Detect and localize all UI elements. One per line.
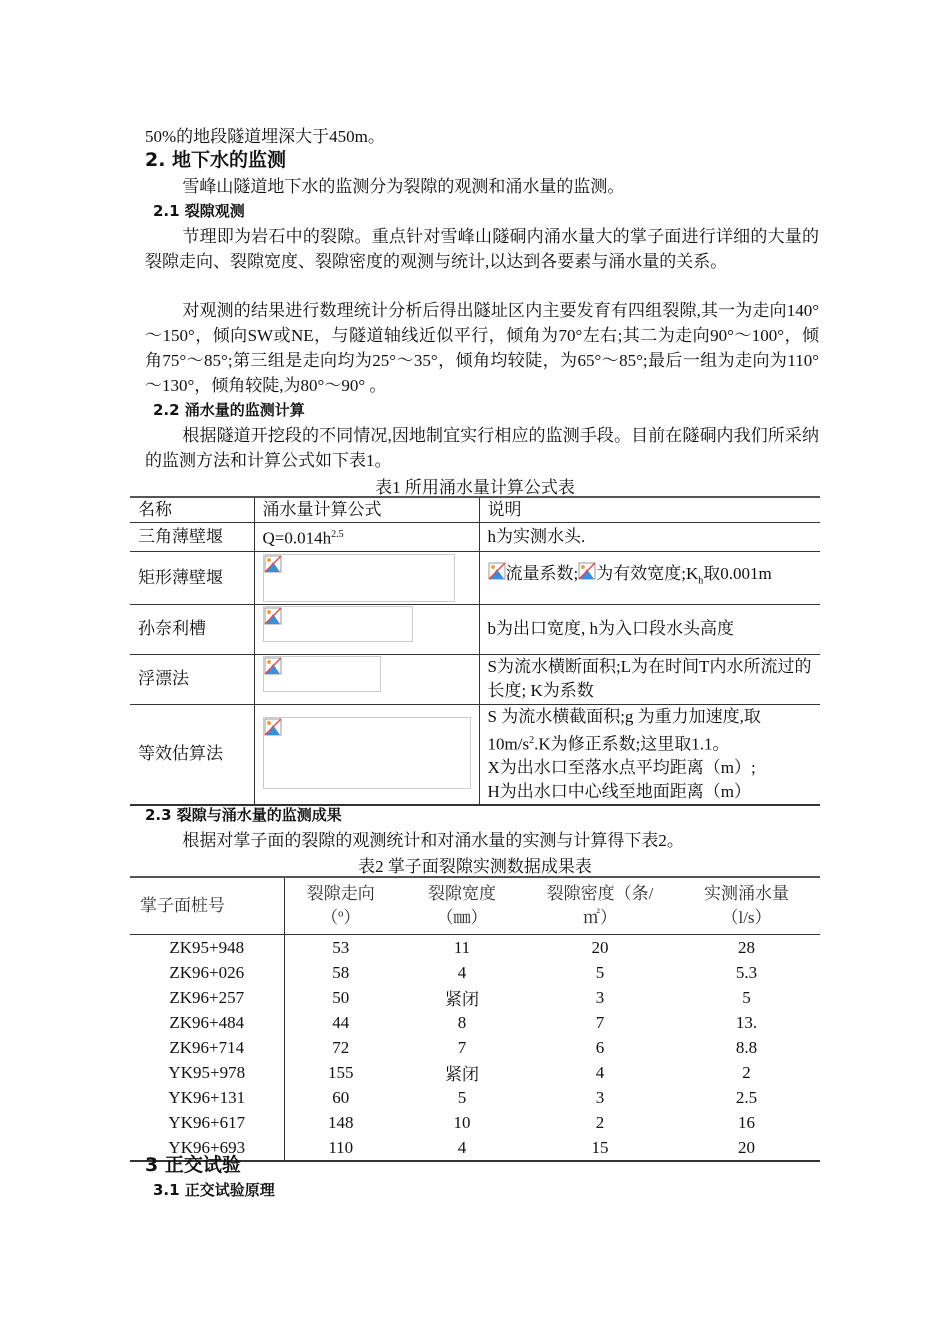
desc-text: .K为修正系数;这里取1.1。: [534, 734, 730, 754]
table-cell: 72: [332, 1037, 350, 1057]
table-row: [130, 1035, 820, 1060]
cell-desc: [479, 704, 820, 805]
fracture-data-table: [130, 876, 820, 1162]
table-cell: 紧闭: [445, 990, 479, 1009]
table-cell: YK96+693: [130, 1135, 284, 1161]
table-cell: 50: [332, 987, 350, 1007]
table-cell: 3: [595, 1087, 605, 1107]
header-unit: ㎡）: [583, 908, 617, 927]
table-row: [130, 985, 820, 1010]
table-cell: ZK96+026: [130, 960, 284, 985]
table-cell: 20: [591, 937, 609, 957]
table-cell: 58: [332, 962, 350, 982]
table-row: [130, 551, 820, 604]
desc-subscript: h: [698, 575, 704, 587]
table-cell: 6: [595, 1037, 605, 1057]
table-cell: 2.5: [735, 1087, 758, 1107]
table-row: [130, 1085, 820, 1110]
table-cell: 11: [453, 937, 471, 957]
desc-text: 流量系数;: [505, 563, 579, 583]
table-cell: 5: [457, 1087, 467, 1107]
cell-desc: b为出口宽度, h为入口段水头高度: [479, 604, 820, 654]
table-cell: 110: [328, 1137, 354, 1157]
header-unit: （㎜）: [436, 908, 488, 927]
header-text: 掌子面桩号: [140, 896, 225, 915]
cell-formula: [254, 704, 479, 805]
table-cell: 53: [332, 937, 350, 957]
cell-formula: [254, 654, 479, 704]
table-cell: 5: [742, 987, 751, 1007]
table-cell: 7: [457, 1037, 467, 1057]
table-row: [130, 1060, 820, 1085]
table-row: [130, 1110, 820, 1135]
table-cell: ZK96+484: [130, 1010, 284, 1035]
header-cell: 名称: [130, 497, 254, 523]
header-unit: （º）: [321, 908, 361, 927]
cell-name: 等效估算法: [130, 704, 254, 805]
table-cell: 28: [738, 937, 755, 957]
header-cell: 说明: [479, 497, 820, 523]
paragraph: 根据隧道开挖段的不同情况,因地制宜实行相应的监测手段。目前在隧硐内我们所采纳的监测方法和计算公式如下表1。: [145, 426, 819, 470]
formula-exponent: 2.5: [331, 529, 344, 540]
broken-image-icon: [488, 562, 506, 580]
table-cell: 紧闭: [445, 1065, 479, 1084]
table-cell: 4: [457, 962, 467, 982]
subsection-heading: 3.1 正交试验原理: [153, 1181, 275, 1199]
cell-formula: [254, 551, 479, 604]
table-row: [130, 654, 820, 704]
header-cell: [527, 877, 673, 935]
header-text: 裂隙密度（条/: [546, 884, 654, 903]
table-cell: YK96+617: [130, 1110, 284, 1135]
table-header-row: [130, 497, 820, 523]
table-cell: 13.: [735, 1012, 758, 1032]
header-text: 裂隙宽度: [428, 884, 496, 903]
header-cell: 涌水量计算公式: [254, 497, 479, 523]
header-cell: [284, 877, 397, 935]
cell-name: 矩形薄壁堰: [130, 551, 254, 604]
paragraph: 50%的地段隧道埋深大于450m。: [145, 127, 385, 146]
broken-image-icon: [263, 717, 471, 789]
table-cell: 60: [332, 1087, 350, 1107]
table-cell: YK96+131: [130, 1085, 284, 1110]
table-cell: 44: [332, 1012, 350, 1032]
table-cell: ZK96+714: [130, 1035, 284, 1060]
desc-text: 为有效宽度;K: [596, 563, 699, 583]
desc-text: H为出水口中心线至地面距离（m）: [487, 782, 751, 802]
table-cell: 8: [457, 1012, 467, 1032]
paragraph: 对观测的结果进行数理统计分析后得出隧址区内主要发育有四组裂隙,其一为走向140°～150°，倾向SW或NE，与隧道轴线近似平行，倾角为70°左右;其二为走向90°～100°，倾角75°～85°;第三组是走向均为25°～35°，倾角均较陡，为65°～85°;最后一组为走向为110°～130°，倾角较陡,为80°～90° 。: [145, 301, 819, 395]
desc-text: X为出水口至落水点平均距离（m）;: [487, 758, 756, 778]
table-caption: 表2 掌子面裂隙实测数据成果表: [358, 857, 592, 876]
table-cell: 3: [595, 987, 605, 1007]
table-row: [130, 704, 820, 805]
table-cell: 2: [595, 1112, 605, 1132]
table-row: [130, 960, 820, 985]
broken-image-icon: [263, 554, 455, 602]
broken-image-icon: [578, 562, 596, 580]
cell-formula: [254, 604, 479, 654]
desc-text: 取0.001m: [703, 563, 772, 583]
cell-name: 三角薄壁堰: [130, 523, 254, 552]
table-cell: 20: [738, 1137, 755, 1157]
table-cell: 15: [591, 1137, 609, 1157]
table-cell: 148: [328, 1112, 354, 1132]
table-cell: 16: [738, 1112, 755, 1132]
header-text: 裂隙走向: [306, 884, 375, 903]
desc-superscript: 2: [529, 734, 535, 746]
table-cell: 155: [328, 1062, 354, 1082]
table-cell: 10: [453, 1112, 471, 1132]
paragraph: 节理即为岩石中的裂隙。重点针对雪峰山隧硐内涌水量大的掌子面进行详细的大量的裂隙走向、裂隙宽度、裂隙密度的观测与统计,以达到各要素与涌水量的关系。: [145, 227, 819, 271]
table-cell: 2: [742, 1062, 751, 1082]
cell-formula: [254, 523, 479, 552]
header-cell: [673, 877, 820, 935]
section-heading: 2. 地下水的监测: [145, 149, 287, 171]
header-unit: （l/s）: [721, 908, 772, 927]
table-row: [130, 935, 820, 961]
header-cell: [397, 877, 527, 935]
table-row: [130, 523, 820, 552]
header-text: 实测涌水量: [704, 884, 789, 903]
formula-table: [130, 496, 820, 806]
paragraph: 雪峰山隧道地下水的监测分为裂隙的观测和涌水量的监测。: [182, 177, 625, 196]
table-cell: 7: [595, 1012, 605, 1032]
desc-text: S 为流水横截面积;g 为重力加速度,取10m/s: [487, 706, 761, 754]
table-cell: 4: [457, 1137, 467, 1157]
table-cell: 5.3: [735, 962, 758, 982]
cell-desc: S为流水横断面积;L为在时间T内水所流过的长度; K为系数: [479, 654, 820, 704]
subsection-heading: 2.1 裂隙观测: [153, 202, 245, 220]
cell-name: 孙奈利槽: [130, 604, 254, 654]
table-cell: YK95+978: [130, 1060, 284, 1085]
cell-name: 浮漂法: [130, 654, 254, 704]
broken-image-icon: [263, 656, 381, 692]
subsection-heading: 2.3 裂隙与涌水量的监测成果: [145, 806, 342, 824]
broken-image-icon: [263, 606, 413, 642]
cell-desc: h为实测水头.: [479, 523, 820, 552]
table-row: [130, 604, 820, 654]
table-header-row: [130, 877, 820, 935]
table-cell: 4: [595, 1062, 605, 1082]
subsection-heading: 2.2 涌水量的监测计算: [153, 401, 305, 419]
formula-text: Q=0.014h: [262, 528, 332, 548]
table-cell: 8.8: [735, 1037, 758, 1057]
table-row: [130, 1010, 820, 1035]
table-cell: 5: [595, 962, 605, 982]
table-caption: 表1 所用涌水量计算公式表: [375, 478, 575, 497]
paragraph: 根据对掌子面的裂隙的观测统计和对涌水量的实测与计算得下表2。: [182, 831, 684, 850]
header-cell: [130, 877, 284, 935]
table-cell: ZK96+257: [130, 985, 284, 1010]
cell-desc: [479, 551, 820, 604]
section-heading: 3 正交试验: [145, 1154, 241, 1176]
table-cell: ZK95+948: [130, 935, 284, 961]
